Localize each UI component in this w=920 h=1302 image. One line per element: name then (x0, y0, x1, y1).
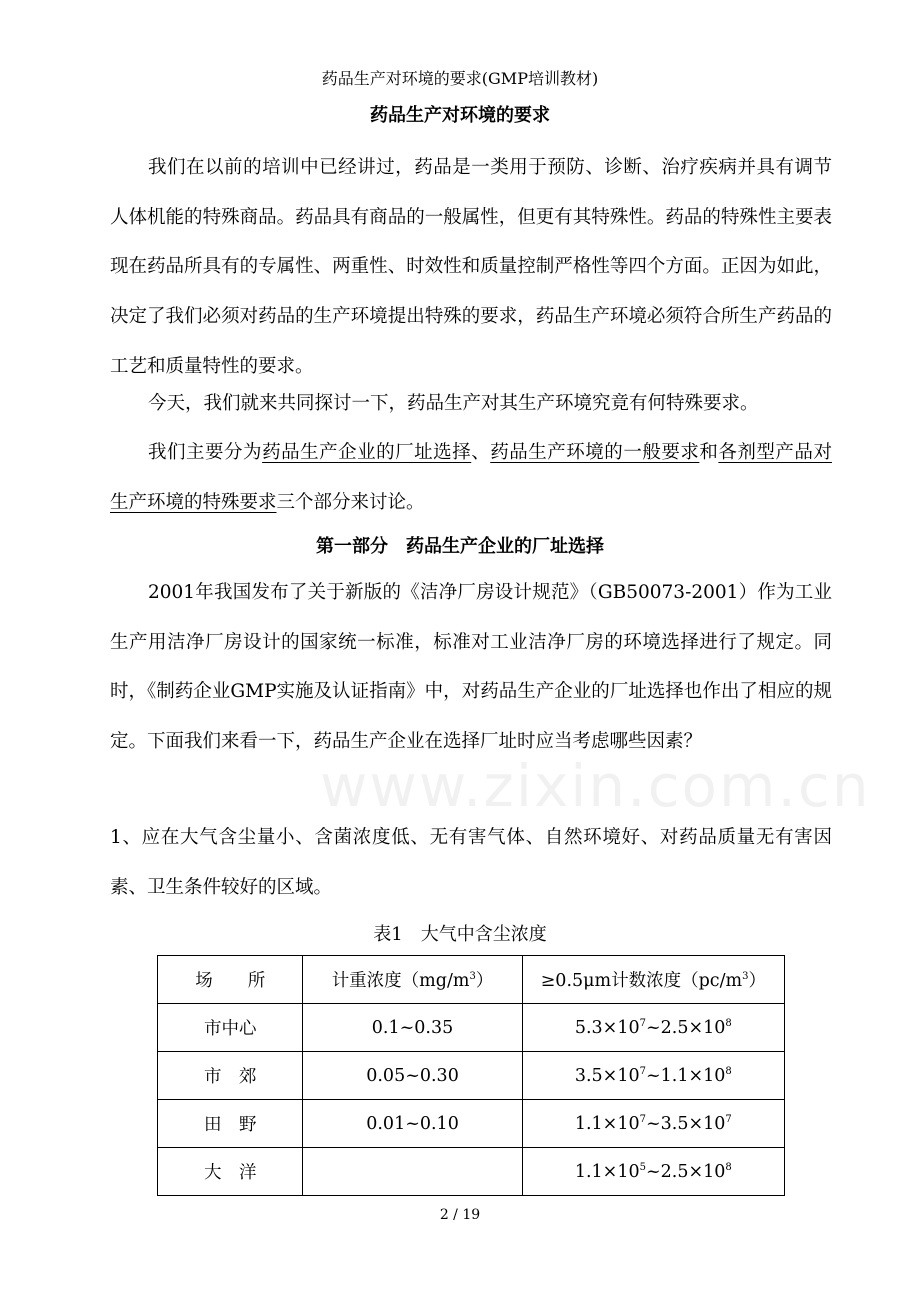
cell-mass: 0.01~0.10 (303, 1100, 522, 1148)
cell-count (522, 1100, 784, 1148)
header-mass-sup: 3 (469, 971, 476, 982)
section-1-item-1: 1、应在大气含尘量小、含菌浓度低、无有害气体、自然环境好、对药品质量无有害因素、卫生条件较好的区域。 (110, 827, 832, 898)
count-low-exp: 7 (639, 1065, 646, 1077)
watermark-text: www.zixin.com.cn (320, 752, 871, 820)
header-mass-concentration (303, 956, 522, 1004)
header-place: 场 所 (158, 956, 303, 1004)
cell-place: 市中心 (158, 1004, 303, 1052)
cell-mass: 0.05~0.30 (303, 1052, 522, 1100)
cell-count (522, 1052, 784, 1100)
document-title: 药品生产对环境的要求 (370, 105, 550, 126)
cell-place: 大 洋 (158, 1148, 303, 1196)
header-count-sup: 3 (742, 971, 749, 982)
header-count-concentration (522, 956, 784, 1004)
intro-p3-prefix: 我们主要分为 (148, 442, 263, 463)
table-row (158, 1052, 785, 1100)
table-header-row (158, 956, 785, 1004)
intro-paragraph-1: 我们在以前的培训中已经讲过，药品是一类用于预防、诊断、治疗疾病并具有调节人体机能的特殊商品。药品具有商品的一般属性，但更有其特殊性。药品的特殊性主要表现在药品所具有的专属性、两重性、时效性和质量控制严格性等四个方面。正因为如此，决定了我们必须对药品的生产环境提出特殊的要求，药品生产环境必须符合所生产药品的工艺和质量特性的要求。 (110, 157, 832, 377)
section-1-heading: 第一部分 药品生产企业的厂址选择 (316, 536, 604, 557)
intro-p3-suffix: 三个部分来讨论。 (276, 491, 425, 513)
count-high-base: ~3.5×10 (645, 1113, 726, 1134)
count-high-base: ~2.5×10 (645, 1017, 726, 1038)
header-count-text: ≥0.5μm计数浓度（pc/m (540, 971, 743, 991)
table-row (158, 1004, 785, 1052)
header-mass-text: 计重浓度（mg/m (331, 971, 470, 991)
intro-paragraph-2: 今天，我们就来共同探讨一下，药品生产对其生产环境究竟有何特殊要求。 (148, 393, 759, 414)
count-high-base: ~1.1×10 (645, 1065, 726, 1086)
intro-p3-sep1: 、 (471, 442, 491, 463)
cell-place: 田 野 (158, 1100, 303, 1148)
count-high-base: ~2.5×10 (645, 1161, 726, 1182)
section-1-paragraph: 2001年我国发布了关于新版的《洁净厂房设计规范》（GB50073-2001）作为工业生产用洁净厂房设计的国家统一标准，标准对工业洁净厂房的环境选择进行了规定。同时，《制药企业GMP实施及认证指南》中，对药品生产企业的厂址选择也作出了相应的规定。下面我们来看一下，药品生产企业在选择厂址时应当考虑哪些因素？ (110, 582, 832, 753)
count-high-exp: 8 (725, 1161, 732, 1173)
link-site-selection: 药品生产企业的厂址选择 (262, 442, 472, 463)
count-high-exp: 8 (725, 1065, 732, 1077)
count-high-exp: 7 (725, 1113, 732, 1125)
cell-mass: 0.1~0.35 (303, 1004, 522, 1052)
count-low-exp: 7 (639, 1017, 646, 1029)
link-dosage-form-requirements: 各剂型产品对生产环境的特殊要求 (110, 442, 832, 513)
table-row (158, 1148, 785, 1196)
cell-count (522, 1004, 784, 1052)
header-mass-close: ） (475, 971, 494, 991)
header-count-close: ） (748, 971, 766, 991)
cell-mass (303, 1148, 522, 1196)
count-low-exp: 7 (639, 1113, 646, 1125)
page-header: 药品生产对环境的要求(GMP培训教材) (321, 69, 599, 88)
count-low-base: 5.3×10 (574, 1017, 640, 1038)
dust-concentration-table (157, 955, 785, 1196)
table-row (158, 1100, 785, 1148)
count-low-base: 1.1×10 (574, 1161, 640, 1182)
table-caption: 表1 大气中含尘浓度 (373, 924, 547, 945)
page-number: 2 / 19 (439, 1207, 481, 1223)
count-low-base: 1.1×10 (574, 1113, 640, 1134)
count-low-base: 3.5×10 (574, 1065, 640, 1086)
cell-place: 市 郊 (158, 1052, 303, 1100)
count-high-exp: 8 (725, 1017, 732, 1029)
cell-count (522, 1148, 784, 1196)
intro-paragraph-3 (110, 428, 832, 527)
link-general-requirements: 药品生产环境的一般要求 (490, 442, 700, 463)
count-low-exp: 5 (639, 1161, 646, 1173)
intro-p3-sep2: 和 (699, 442, 719, 463)
